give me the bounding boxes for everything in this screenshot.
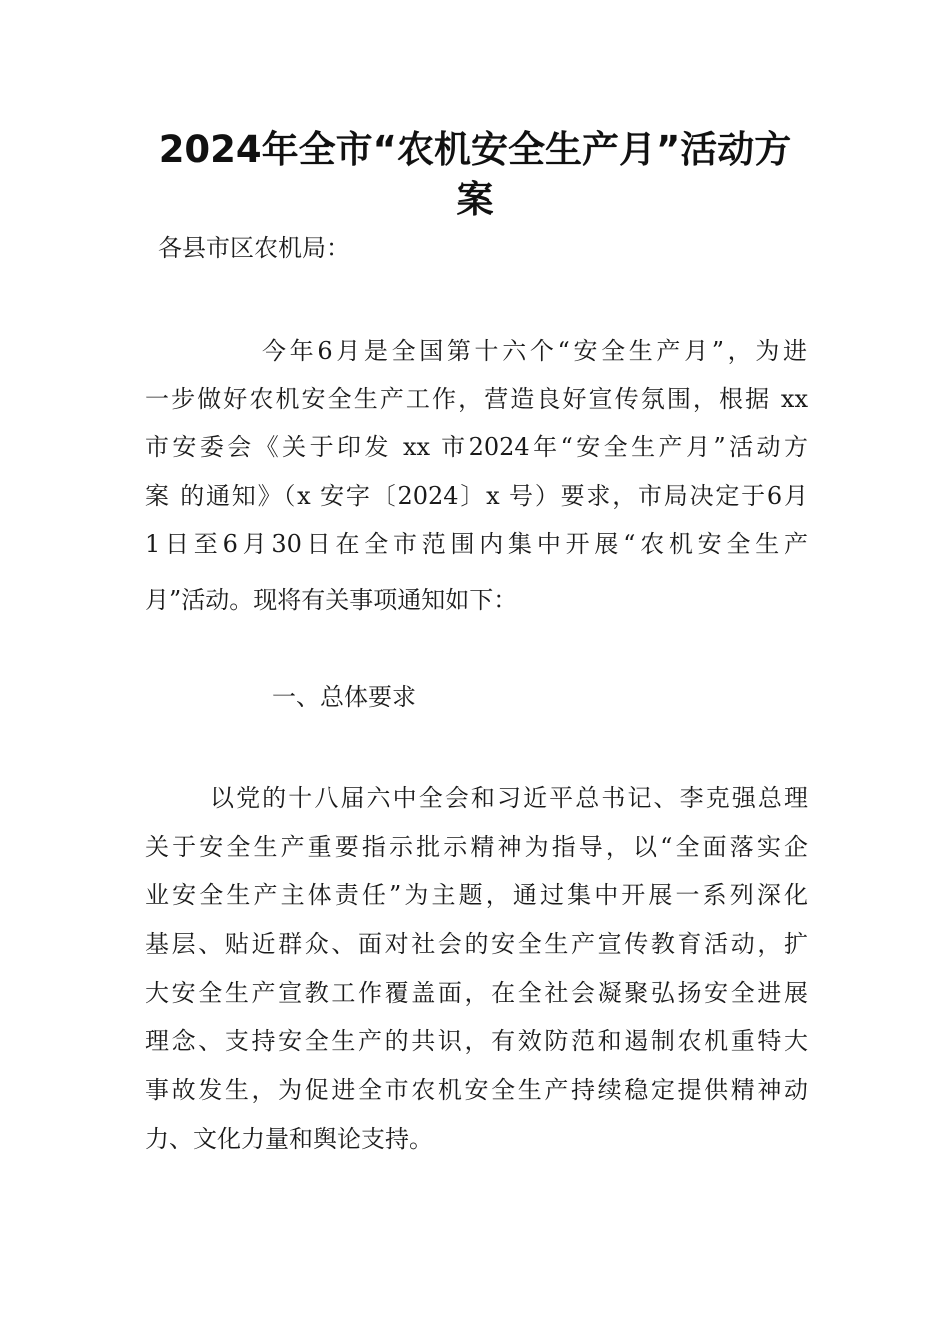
section-body-line: 事故发生，为促进全市农机安全生产持续稳定提供精神动 [145, 1076, 808, 1104]
document-title-line-1: 2024年全市“农机安全生产月”活动方 [158, 128, 792, 171]
intro-line: 市安委会《关于印发 xx 市2024年“安全生产月”活动方 [145, 433, 808, 461]
intro-line: 一步做好农机安全生产工作，营造良好宣传氛围，根据 xx [145, 385, 808, 413]
section-body-line: 以党的十八届六中全会和习近平总书记、李克强总理 [210, 784, 808, 812]
intro-line: 案 的通知》（x 安字〔2024〕x 号）要求，市局决定于6月 [145, 482, 808, 510]
section-body-line: 力、文化力量和舆论支持。 [145, 1125, 433, 1153]
section-body-line: 关于安全生产重要指示批示精神为指导，以“全面落实企 [145, 833, 808, 861]
section-body-line: 业安全生产主体责任”为主题，通过集中开展一系列深化 [145, 881, 808, 909]
intro-line: 1日至6月30日在全市范围内集中开展“农机安全生产 [145, 530, 808, 558]
section-body-line: 大安全生产宣教工作覆盖面，在全社会凝聚弘扬安全进展 [145, 979, 808, 1007]
section-body-line: 基层、贴近群众、面对社会的安全生产宣传教育活动，扩 [145, 930, 808, 958]
salutation: 各县市区农机局： [158, 234, 350, 262]
intro-line: 月”活动。现将有关事项通知如下： [145, 586, 518, 614]
section-body-line: 理念、支持安全生产的共识，有效防范和遏制农机重特大 [145, 1027, 808, 1055]
intro-line: 今年6月是全国第十六个“安全生产月”，为进 [262, 337, 807, 365]
document-title-line-2: 案 [456, 178, 494, 221]
section-heading-overall-requirements: 一、总体要求 [272, 683, 416, 711]
